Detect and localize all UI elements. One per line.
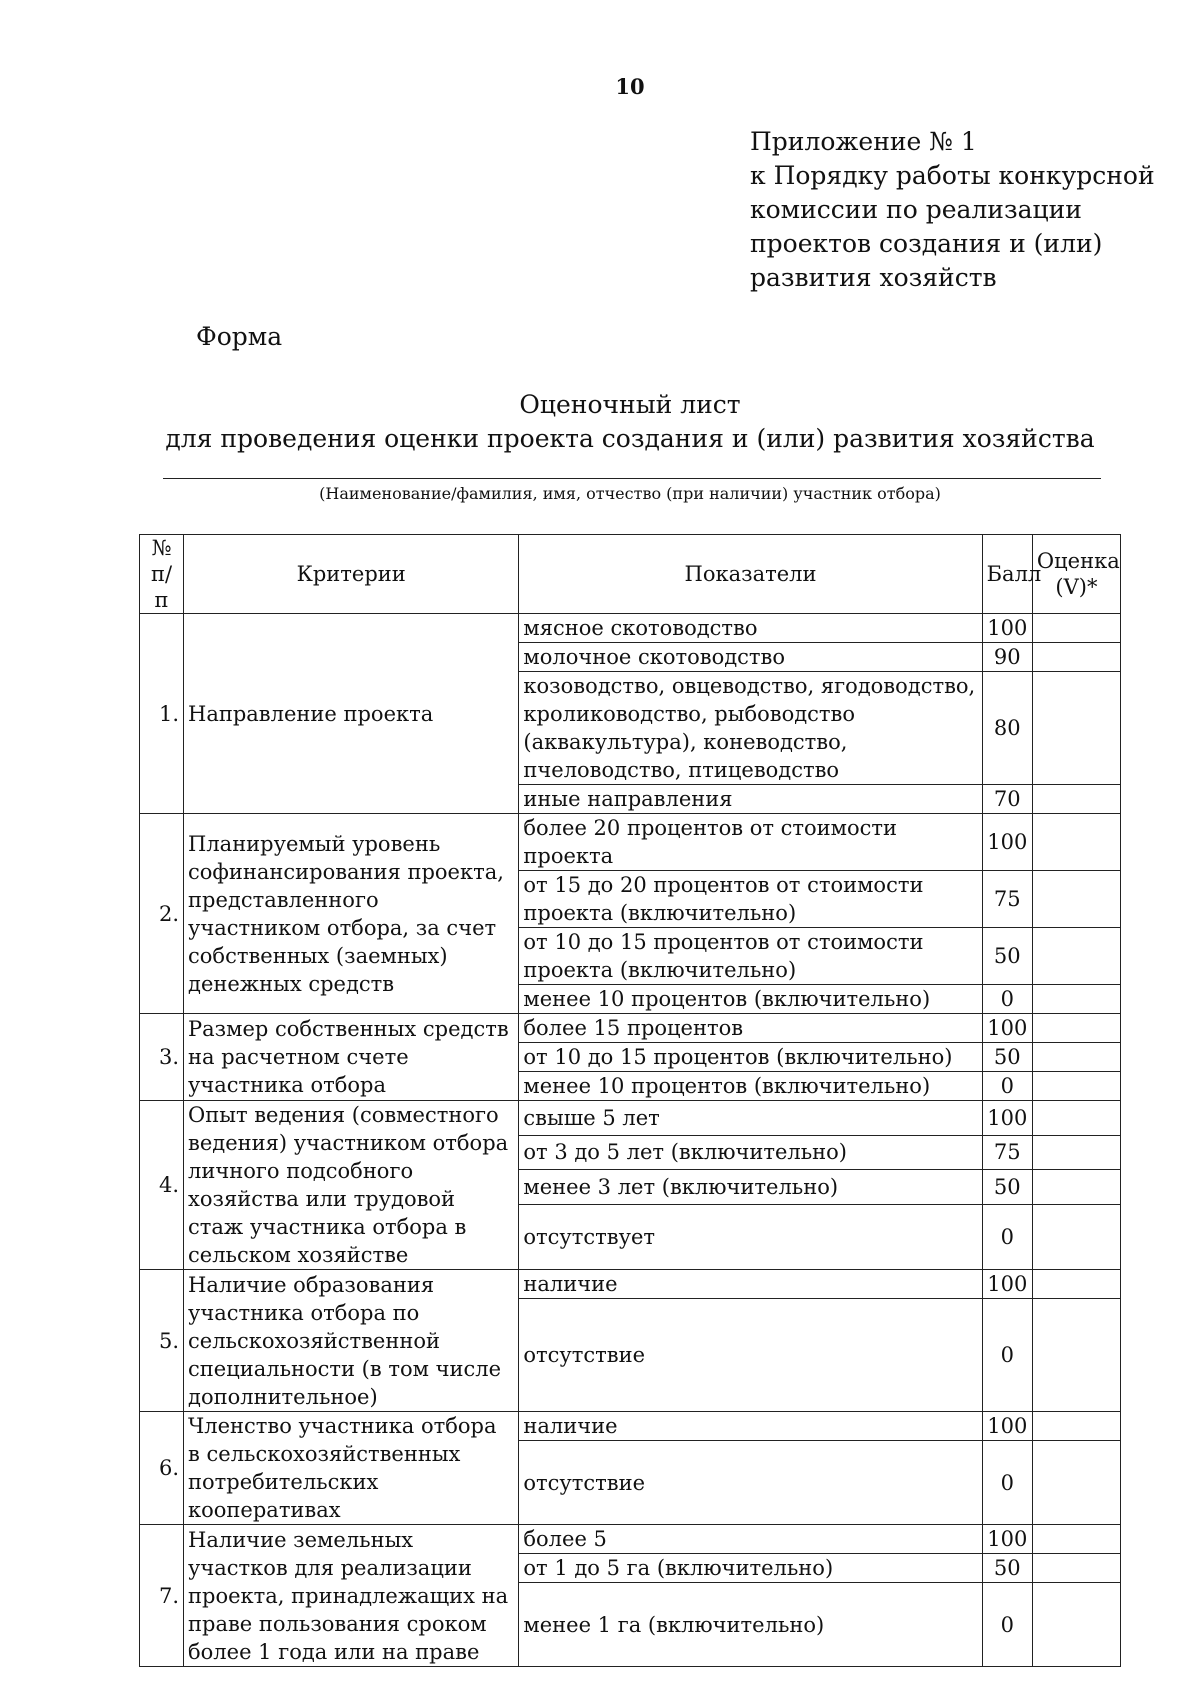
mark-cell[interactable] bbox=[1032, 1101, 1120, 1136]
mark-cell[interactable] bbox=[1032, 785, 1120, 814]
score-value: 0 bbox=[982, 1204, 1032, 1270]
score-value: 70 bbox=[982, 785, 1032, 814]
title-line-1: Оценочный лист bbox=[519, 390, 741, 419]
document-title bbox=[0, 388, 1200, 456]
mark-cell[interactable] bbox=[1032, 1554, 1120, 1583]
score-value: 100 bbox=[982, 1270, 1032, 1299]
indicator-text: наличие bbox=[519, 1412, 982, 1441]
table-row bbox=[140, 1270, 1121, 1299]
score-value: 50 bbox=[982, 1043, 1032, 1072]
evaluation-table bbox=[139, 534, 1121, 1667]
indicator-text: отсутствие bbox=[519, 1441, 982, 1525]
indicator-text: менее 10 процентов (включительно) bbox=[519, 985, 982, 1014]
criterion-number: 5. bbox=[140, 1270, 184, 1412]
score-value: 100 bbox=[982, 1014, 1032, 1043]
page-number: 10 bbox=[615, 74, 645, 99]
mark-cell[interactable] bbox=[1032, 1135, 1120, 1170]
indicator-text: отсутствие bbox=[519, 1299, 982, 1412]
header-score: Балл bbox=[982, 535, 1032, 614]
indicator-text: от 3 до 5 лет (включительно) bbox=[519, 1135, 982, 1170]
score-value: 100 bbox=[982, 1412, 1032, 1441]
title-line-2: для проведения оценки проекта создания и (или) развития хозяйства bbox=[165, 424, 1095, 453]
table-row bbox=[140, 1525, 1121, 1554]
mark-cell[interactable] bbox=[1032, 1270, 1120, 1299]
table-row bbox=[140, 614, 1121, 643]
score-value: 0 bbox=[982, 1583, 1032, 1667]
indicator-text: от 15 до 20 процентов от стоимости проекта (включительно) bbox=[519, 871, 982, 928]
appendix-line: комиссии по реализации bbox=[750, 195, 1082, 224]
mark-cell[interactable] bbox=[1032, 1299, 1120, 1412]
score-value: 100 bbox=[982, 1101, 1032, 1136]
criterion-number: 6. bbox=[140, 1412, 184, 1525]
indicator-text: отсутствует bbox=[519, 1204, 982, 1270]
criterion-number: 2. bbox=[140, 814, 184, 1014]
indicator-text: козоводство, овцеводство, ягодоводство, кролиководство, рыбоводство (аквакультура), коневодство, пчеловодство, птицеводство bbox=[519, 672, 982, 785]
table-row bbox=[140, 1412, 1121, 1441]
mark-cell[interactable] bbox=[1032, 1014, 1120, 1043]
header-number bbox=[140, 535, 184, 614]
mark-cell[interactable] bbox=[1032, 643, 1120, 672]
criterion-text: Членство участника отбора в сельскохозяйственных потребительских кооперативах bbox=[184, 1412, 519, 1525]
appendix-line: проектов создания и (или) bbox=[750, 229, 1103, 258]
criterion-number: 4. bbox=[140, 1101, 184, 1270]
header-number-line-1: № bbox=[151, 536, 172, 560]
table-header-row bbox=[140, 535, 1121, 614]
participant-name-caption: (Наименование/фамилия, имя, отчество (при наличии) участник отбора) bbox=[319, 484, 941, 503]
criterion-text: Наличие земельных участков для реализации проекта, принадлежащих на праве пользования сроком более 1 года или на праве bbox=[184, 1525, 519, 1667]
table-row bbox=[140, 1101, 1121, 1136]
criterion-number: 7. bbox=[140, 1525, 184, 1667]
indicator-text: более 15 процентов bbox=[519, 1014, 982, 1043]
mark-cell[interactable] bbox=[1032, 1170, 1120, 1205]
score-value: 0 bbox=[982, 1072, 1032, 1101]
header-mark-line-2: (V)* bbox=[1055, 575, 1098, 599]
criterion-text: Направление проекта bbox=[184, 614, 519, 814]
criterion-number: 1. bbox=[140, 614, 184, 814]
score-value: 100 bbox=[982, 614, 1032, 643]
criterion-text: Опыт ведения (совместного ведения) участником отбора личного подсобного хозяйства или трудовой стаж участника отбора в сельском хозяйстве bbox=[184, 1101, 519, 1270]
mark-cell[interactable] bbox=[1032, 928, 1120, 985]
score-value: 50 bbox=[982, 928, 1032, 985]
table-row bbox=[140, 814, 1121, 871]
appendix-line: к Порядку работы конкурсной bbox=[750, 161, 1155, 190]
criterion-number: 3. bbox=[140, 1014, 184, 1101]
appendix-line: Приложение № 1 bbox=[750, 127, 977, 156]
form-label: Форма bbox=[196, 322, 283, 351]
header-criteria: Критерии bbox=[184, 535, 519, 614]
criterion-text: Планируемый уровень софинансирования проекта, представленного участником отбора, за счет собственных (заемных) денежных средств bbox=[184, 814, 519, 1014]
criterion-text: Размер собственных средств на расчетном счете участника отбора bbox=[184, 1014, 519, 1101]
table-row bbox=[140, 1014, 1121, 1043]
indicator-text: менее 1 га (включительно) bbox=[519, 1583, 982, 1667]
indicator-text: мясное скотоводство bbox=[519, 614, 982, 643]
score-value: 50 bbox=[982, 1554, 1032, 1583]
mark-cell[interactable] bbox=[1032, 814, 1120, 871]
mark-cell[interactable] bbox=[1032, 1204, 1120, 1270]
mark-cell[interactable] bbox=[1032, 1441, 1120, 1525]
mark-cell[interactable] bbox=[1032, 1525, 1120, 1554]
header-mark bbox=[1032, 535, 1120, 614]
appendix-line: развития хозяйств bbox=[750, 263, 997, 292]
indicator-text: иные направления bbox=[519, 785, 982, 814]
indicator-text: более 5 bbox=[519, 1525, 982, 1554]
appendix-reference bbox=[750, 125, 1170, 295]
criterion-text: Наличие образования участника отбора по сельскохозяйственной специальности (в том числе дополнительное) bbox=[184, 1270, 519, 1412]
mark-cell[interactable] bbox=[1032, 871, 1120, 928]
header-indicators: Показатели bbox=[519, 535, 982, 614]
indicator-text: более 20 процентов от стоимости проекта bbox=[519, 814, 982, 871]
mark-cell[interactable] bbox=[1032, 1412, 1120, 1441]
indicator-text: молочное скотоводство bbox=[519, 643, 982, 672]
score-value: 90 bbox=[982, 643, 1032, 672]
header-number-line-2: п/п bbox=[150, 562, 173, 612]
score-value: 0 bbox=[982, 1299, 1032, 1412]
score-value: 75 bbox=[982, 1135, 1032, 1170]
indicator-text: менее 3 лет (включительно) bbox=[519, 1170, 982, 1205]
indicator-text: наличие bbox=[519, 1270, 982, 1299]
indicator-text: свыше 5 лет bbox=[519, 1101, 982, 1136]
score-value: 100 bbox=[982, 1525, 1032, 1554]
mark-cell[interactable] bbox=[1032, 614, 1120, 643]
mark-cell[interactable] bbox=[1032, 672, 1120, 785]
score-value: 100 bbox=[982, 814, 1032, 871]
mark-cell[interactable] bbox=[1032, 985, 1120, 1014]
mark-cell[interactable] bbox=[1032, 1072, 1120, 1101]
score-value: 80 bbox=[982, 672, 1032, 785]
indicator-text: от 1 до 5 га (включительно) bbox=[519, 1554, 982, 1583]
header-mark-line-1: Оценка bbox=[1036, 549, 1120, 573]
participant-name-line bbox=[163, 478, 1101, 479]
score-value: 50 bbox=[982, 1170, 1032, 1205]
mark-cell[interactable] bbox=[1032, 1043, 1120, 1072]
indicator-text: от 10 до 15 процентов (включительно) bbox=[519, 1043, 982, 1072]
score-value: 75 bbox=[982, 871, 1032, 928]
score-value: 0 bbox=[982, 1441, 1032, 1525]
mark-cell[interactable] bbox=[1032, 1583, 1120, 1667]
score-value: 0 bbox=[982, 985, 1032, 1014]
indicator-text: от 10 до 15 процентов от стоимости проекта (включительно) bbox=[519, 928, 982, 985]
indicator-text: менее 10 процентов (включительно) bbox=[519, 1072, 982, 1101]
